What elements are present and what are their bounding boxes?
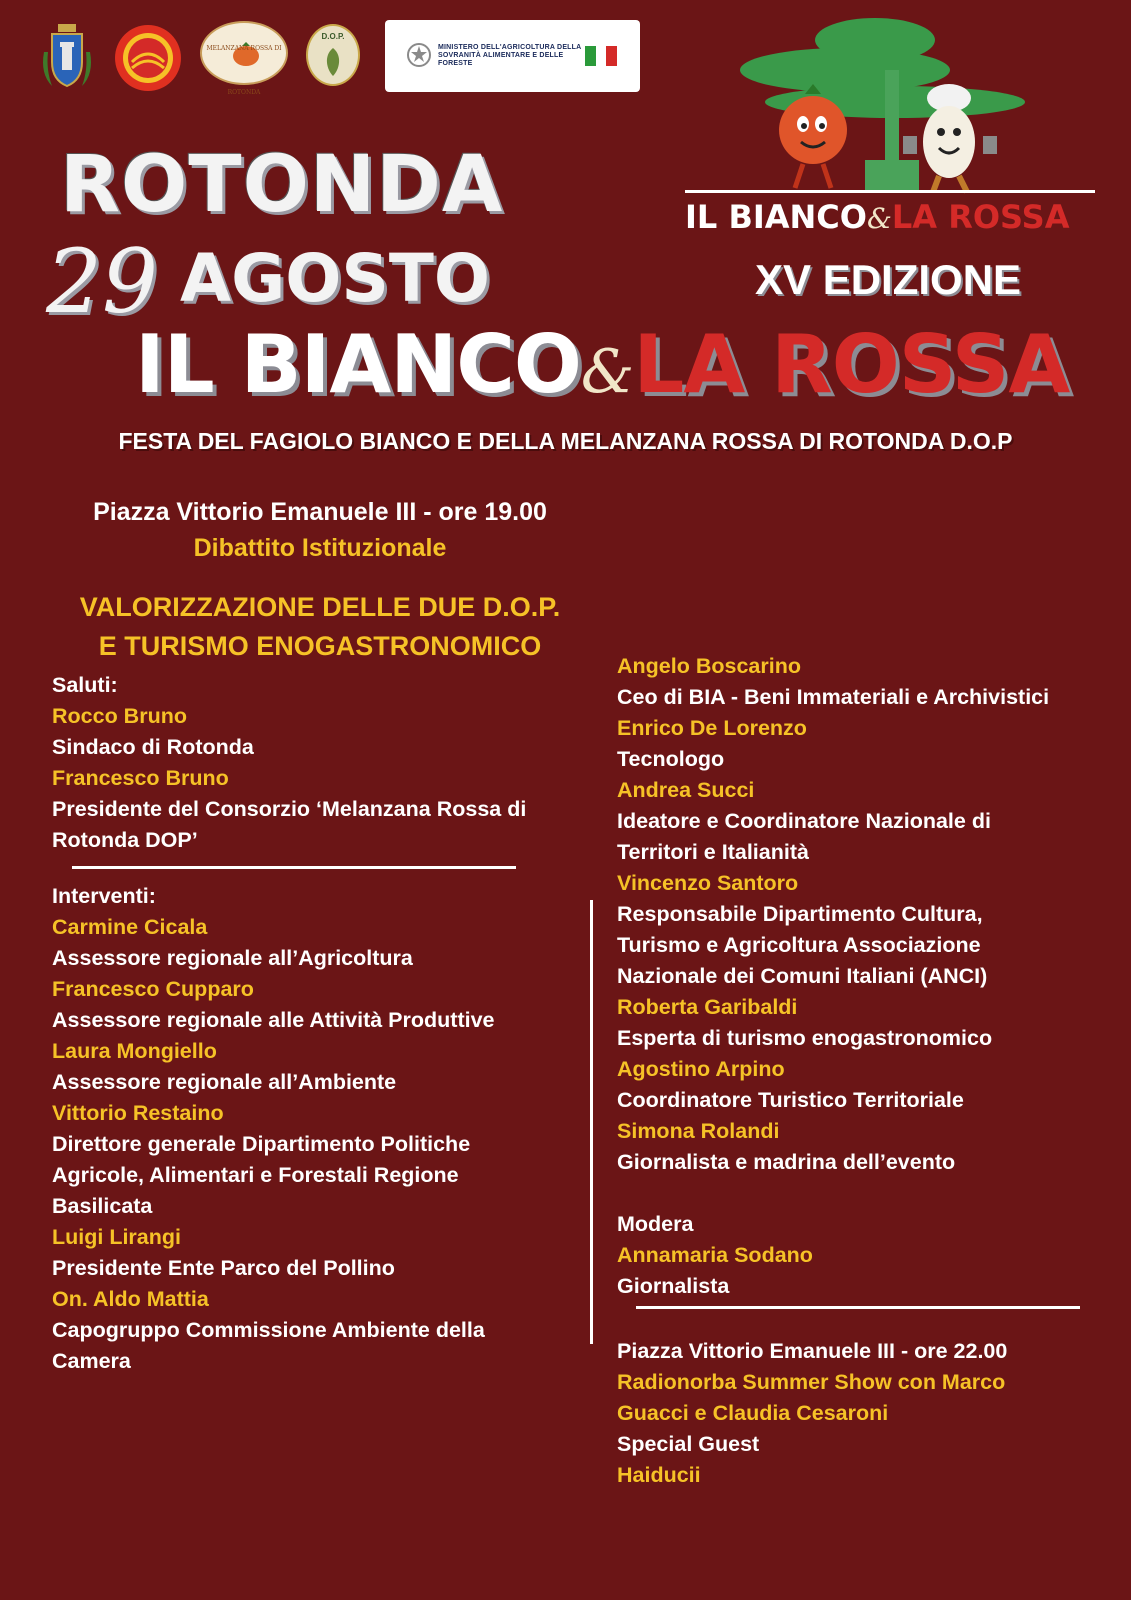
speaker-name: Francesco Cupparo xyxy=(52,977,254,1001)
ministry-logo xyxy=(385,20,640,92)
date-day: 29 xyxy=(46,230,158,333)
speaker-name: Angelo Boscarino xyxy=(617,654,801,678)
speaker-name: On. Aldo Mattia xyxy=(52,1287,209,1311)
brand-amp: & xyxy=(580,337,634,407)
speaker-role: Sindaco di Rotonda xyxy=(52,735,254,759)
speaker-role: Ceo di BIA - Beni Immateriali e Archivistici xyxy=(617,685,1050,709)
republic-emblem-icon xyxy=(407,42,431,68)
speaker-name: Agostino Arpino xyxy=(617,1057,785,1081)
event1-venue: Piazza Vittorio Emanuele III - ore 19.00 xyxy=(93,498,547,526)
tomato-mascot-icon xyxy=(765,80,865,195)
date-month: AGOSTO xyxy=(180,240,491,317)
edition-brand-rossa: LA ROSSA xyxy=(891,198,1070,236)
speaker-role: Esperta di turismo enogastronomico xyxy=(617,1026,993,1050)
speaker-role: Direttore generale Dipartimento Politiche Agricole, Alimentari e Forestali Regione Basilicata xyxy=(52,1132,471,1218)
speaker-name: Francesco Bruno xyxy=(52,766,229,790)
speaker-name: Simona Rolandi xyxy=(617,1119,780,1143)
speaker-role: Assessore regionale alle Attività Produttive xyxy=(52,1008,495,1032)
speaker-role: Responsabile Dipartimento Cultura, Turismo e Agricoltura Associazione Nazionale dei Comuni Italiani (ANCI) xyxy=(617,902,988,988)
edition-brand-bianco: IL BIANCO xyxy=(685,198,867,236)
dop-seal-icon xyxy=(114,24,182,92)
moderator-name: Annamaria Sodano xyxy=(617,1243,813,1267)
left-column xyxy=(52,670,592,1377)
event2-venue: Piazza Vittorio Emanuele III - ore 22.00 xyxy=(617,1339,1008,1363)
interventi-label: Interventi: xyxy=(52,884,156,908)
speaker-name: Vittorio Restaino xyxy=(52,1101,224,1125)
theme-line-1: VALORIZZAZIONE DELLE DUE D.O.P. xyxy=(79,592,561,622)
right-section-divider xyxy=(636,1306,1080,1309)
speaker-role: Presidente Ente Parco del Pollino xyxy=(52,1256,395,1280)
speaker-role: Ideatore e Coordinatore Nazionale di Territori e Italianità xyxy=(617,809,991,864)
speaker-role: Coordinatore Turistico Territoriale xyxy=(617,1088,964,1112)
event1-type: Dibattito Istituzionale xyxy=(193,534,447,562)
brand-rossa: LA ROSSA xyxy=(633,318,1070,411)
speaker-role: Tecnologo xyxy=(617,747,725,771)
speaker-name: Vincenzo Santoro xyxy=(617,871,799,895)
speaker-role: Capogruppo Commissione Ambiente della Camera xyxy=(52,1318,485,1373)
speaker-role: Giornalista e madrina dell’evento xyxy=(617,1150,956,1174)
speaker-role: Presidente del Consorzio ‘Melanzana Rossa di Rotonda DOP’ xyxy=(52,797,527,852)
speaker-name: Carmine Cicala xyxy=(52,915,208,939)
theme-line-2: E TURISMO ENOGASTRONOMICO xyxy=(98,631,542,661)
left-section-divider xyxy=(72,866,516,869)
bean-icon xyxy=(323,48,343,76)
logo-row xyxy=(38,18,378,98)
bean-chef-mascot-icon xyxy=(895,80,1005,195)
speaker-name: Luigi Lirangi xyxy=(52,1225,181,1249)
event1-theme xyxy=(40,588,600,666)
speaker-role: Assessore regionale all’Agricoltura xyxy=(52,946,413,970)
melanzana-rossa-logo xyxy=(200,21,288,96)
speaker-name: Enrico De Lorenzo xyxy=(617,716,807,740)
coat-of-arms-icon xyxy=(38,22,96,92)
town-title: ROTONDA xyxy=(60,140,504,230)
main-brand-title xyxy=(135,318,1069,411)
festival-logo xyxy=(685,10,1105,310)
speaker-name: Andrea Succi xyxy=(617,778,755,802)
column-divider xyxy=(590,900,593,1344)
edition-brand xyxy=(685,198,1069,236)
moderator-label: Modera xyxy=(617,1212,694,1236)
edition-divider xyxy=(685,190,1095,193)
brand-bianco: IL BIANCO xyxy=(135,318,581,411)
right-column xyxy=(617,651,1117,1491)
edition-brand-amp: & xyxy=(866,202,892,235)
saluti-label: Saluti: xyxy=(52,673,118,697)
event2-guest-label: Special Guest xyxy=(617,1432,760,1456)
festival-subtitle: FESTA DEL FAGIOLO BIANCO E DELLA MELANZANA ROSSA DI ROTONDA D.O.P xyxy=(118,428,1013,454)
ministry-text: MINISTERO DELL'AGRICOLTURA DELLA SOVRANITÀ ALIMENTARE E DELLE FORESTE xyxy=(438,44,582,67)
speaker-name: Rocco Bruno xyxy=(52,704,187,728)
italian-flag-icon xyxy=(585,46,617,66)
melanzana-logo-text: MELANZANA ROSSA DI ROTONDA xyxy=(206,45,282,96)
moderator-role: Giornalista xyxy=(617,1274,730,1298)
event2-show: Radionorba Summer Show con Marco Guacci e Claudia Cesaroni xyxy=(617,1370,1006,1425)
speaker-name: Laura Mongiello xyxy=(52,1039,217,1063)
dop-logo-text: D.O.P. xyxy=(321,32,345,41)
dop-fagiolo-logo xyxy=(306,24,360,86)
event2-guest: Haiducii xyxy=(617,1463,701,1487)
edition-label: XV EDIZIONE xyxy=(755,256,1022,303)
speaker-role: Assessore regionale all’Ambiente xyxy=(52,1070,397,1094)
speaker-name: Roberta Garibaldi xyxy=(617,995,798,1019)
